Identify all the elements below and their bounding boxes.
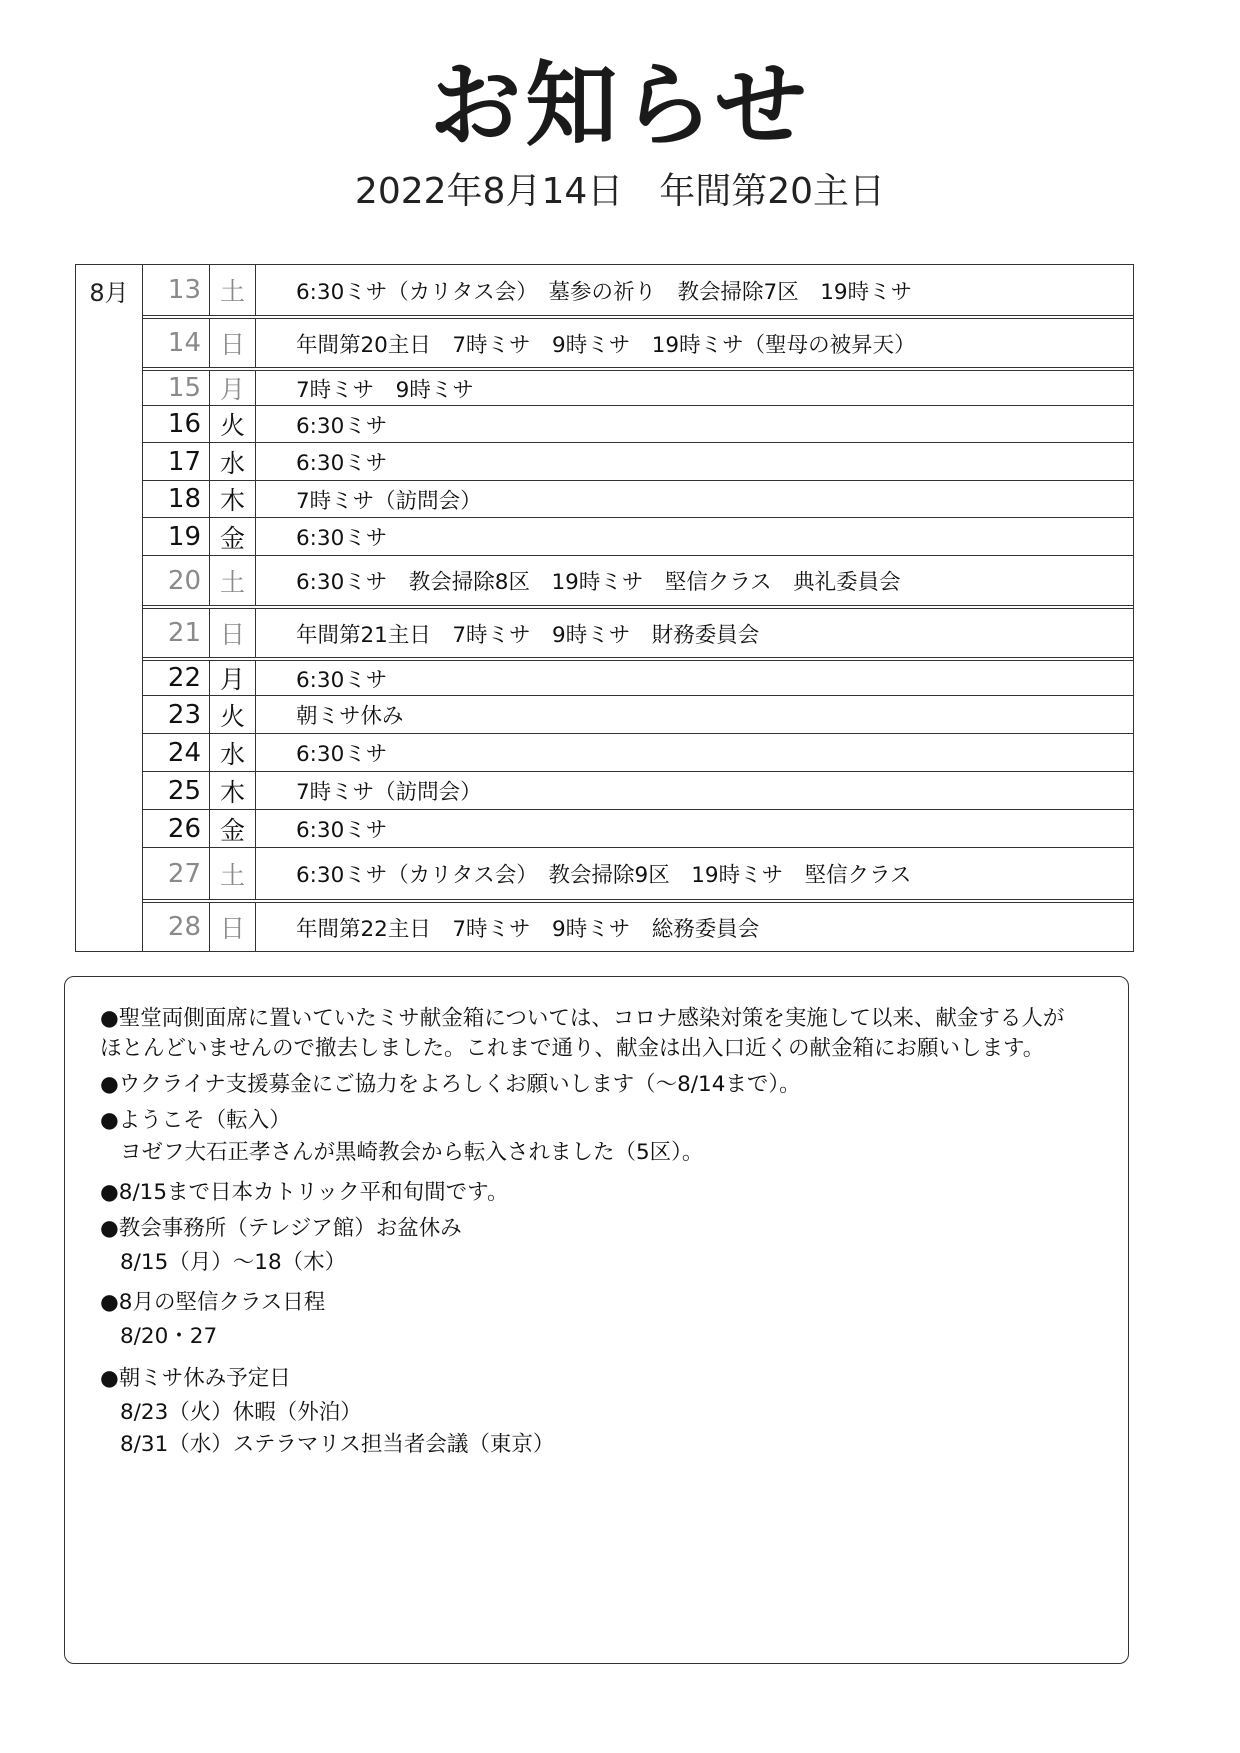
day-of-week: 日 [209,319,256,367]
day-of-week: 金 [209,810,256,847]
notice-line: ●教会事務所（テレジア館）お盆休み [100,1216,462,1241]
day-number: 14 [167,328,201,358]
schedule-row [143,771,1133,809]
day-events: 6:30ミサ [296,526,388,551]
schedule-row [143,367,1133,405]
day-number: 21 [167,618,201,648]
day-events: 年間第21主日 7時ミサ 9時ミサ 財務委員会 [296,622,760,648]
day-events: 7時ミサ（訪問会） [296,488,482,514]
day-events: 6:30ミサ [296,667,388,693]
schedule-row [143,899,1133,951]
day-number: 26 [167,813,201,844]
schedule-row [143,442,1133,480]
day-number: 13 [167,275,201,305]
day-number: 22 [167,663,201,693]
day-events: 6:30ミサ [296,451,388,476]
page-title: お知らせ [429,52,811,159]
notice-line: ●ようこそ（転入） [100,1108,291,1133]
schedule-row [143,605,1133,657]
schedule-row [143,480,1133,517]
day-number: 19 [167,521,201,552]
notice-line: ヨゼフ大石正孝さんが黒崎教会から転入されました（5区）。 [120,1140,704,1165]
day-events: 6:30ミサ（カリタス会） 墓参の祈り 教会掃除7区 19時ミサ [296,279,913,305]
day-events: 6:30ミサ [296,818,388,843]
day-number: 24 [167,737,201,768]
month-label: 8月 [89,279,129,307]
day-of-week: 土 [209,265,256,315]
day-number: 23 [167,699,201,730]
schedule-row [143,555,1133,605]
day-number: 16 [167,409,201,439]
schedule-table [75,264,1134,952]
day-events: 年間第20主日 7時ミサ 9時ミサ 19時ミサ（聖母の被昇天） [296,332,916,358]
day-events: 6:30ミサ [296,742,388,767]
schedule-row [143,405,1133,442]
schedule-row [143,315,1133,367]
day-number: 20 [167,565,201,596]
day-of-week: 水 [209,734,256,771]
notice-line: 8/15（月）～18（木） [120,1250,347,1275]
notice-box [64,976,1129,1664]
notice-line: 8/31（水）ステラマリス担当者会議（東京） [120,1432,555,1457]
day-of-week: 火 [209,696,256,733]
day-number: 27 [167,858,201,889]
day-events: 7時ミサ 9時ミサ [296,377,474,403]
day-events: 6:30ミサ [296,413,388,439]
day-events: 年間第22主日 7時ミサ 9時ミサ 総務委員会 [296,916,760,942]
day-of-week: 金 [209,518,256,555]
day-number: 17 [167,446,201,477]
day-of-week: 火 [209,406,256,442]
notice-line: ●8月の堅信クラス日程 [100,1290,326,1315]
schedule-row [143,517,1133,555]
notice-line: ●ウクライナ支援募金にご協力をよろしくお願いします（～8/14まで）。 [100,1072,801,1097]
day-of-week: 木 [209,772,256,809]
schedule-row [143,695,1133,733]
day-of-week: 日 [209,903,256,951]
schedule-row [143,733,1133,771]
day-of-week: 土 [209,556,256,605]
day-number: 25 [167,775,201,806]
day-of-week: 月 [209,371,256,405]
schedule-row [143,657,1133,695]
day-number: 28 [167,912,201,942]
day-number: 15 [167,373,201,403]
page-subtitle: 2022年8月14日 年間第20主日 [354,171,886,212]
schedule-row [143,809,1133,847]
day-of-week: 土 [209,848,256,899]
day-events: 朝ミサ休み [296,704,404,729]
day-number: 18 [167,484,201,514]
day-events: 6:30ミサ（カリタス会） 教会掃除9区 19時ミサ 堅信クラス [296,863,912,888]
notice-line: ●聖堂両側面席に置いていたミサ献金箱については、コロナ感染対策を実施して以来、献金する人が [100,1006,1065,1031]
schedule-row [143,847,1133,899]
notice-line: 8/23（火）休暇（外泊） [120,1400,362,1425]
day-of-week: 日 [209,609,256,657]
notice-line: 8/20・27 [120,1324,218,1349]
day-of-week: 木 [209,481,256,517]
day-events: 7時ミサ（訪問会） [296,780,482,805]
notice-line: ●8/15まで日本カトリック平和旬間です。 [100,1180,509,1205]
notice-line: ●朝ミサ休み予定日 [100,1366,291,1391]
notice-line: ほとんどいませんので撤去しました。これまで通り、献金は出入口近くの献金箱にお願いします。 [100,1036,1045,1061]
day-events: 6:30ミサ 教会掃除8区 19時ミサ 堅信クラス 典礼委員会 [296,570,901,595]
day-of-week: 月 [209,661,256,695]
schedule-rows [143,265,1133,951]
schedule-row [143,265,1133,315]
day-of-week: 水 [209,443,256,480]
